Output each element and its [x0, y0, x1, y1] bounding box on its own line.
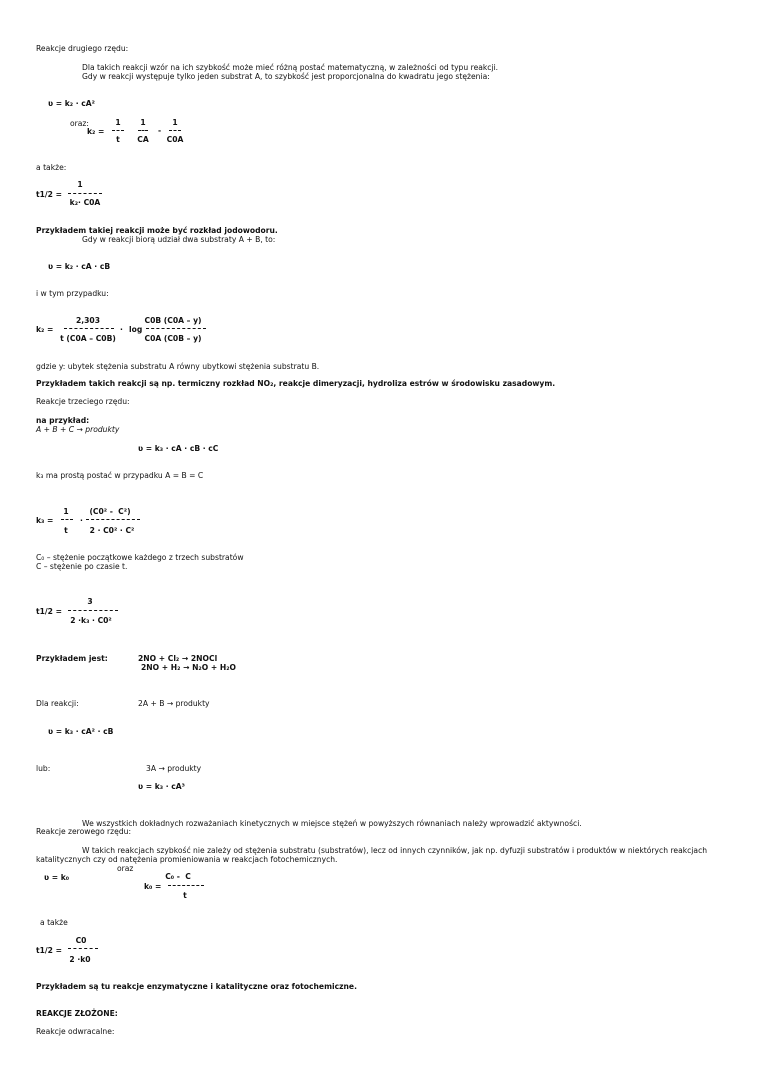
label-lub: lub:	[36, 764, 51, 773]
equation-lhs: t1/2 =	[36, 607, 62, 616]
fraction-numerator: (C0² - C²)	[89, 507, 131, 516]
fraction-numerator: 1	[140, 118, 146, 127]
fraction-denominator: C0A (C0B – y)	[144, 334, 202, 343]
reaction-equation: 2NO + H₂ → N₂O + H₂O	[141, 663, 236, 672]
equation-lhs: t1/2 =	[36, 946, 62, 955]
example-label: Przykładem jest:	[36, 654, 108, 663]
fraction-numerator: 1	[63, 507, 69, 516]
fraction-denominator: 2 ·k0	[69, 955, 91, 964]
paragraph-line: Gdy w reakcji występuje tylko jeden substrat A, to szybkość jest proporcjonalna do kwadratu jego stężenia:	[82, 72, 490, 81]
paragraph-line: k₃ ma prostą postać w przypadku A = B = C	[36, 471, 204, 480]
section-heading-third-order: Reakcje trzeciego rzędu:	[36, 397, 130, 406]
label-na-przyklad: na przykład:	[36, 416, 90, 425]
fraction-numerator: 3	[87, 597, 93, 606]
equation-lhs: k₂ =	[36, 325, 54, 334]
section-heading-second-order: Reakcje drugiego rzędu:	[36, 44, 129, 53]
rate-equation: ʋ = k₂ · cA²	[48, 99, 95, 108]
paragraph-line: katalitycznych czy od natężenia promieniowania w reakcjach fotochemicznych.	[36, 855, 338, 864]
label-dla-reakcji: Dla reakcji:	[36, 699, 79, 708]
fraction-denominator: 2 · C0² · C²	[89, 526, 135, 535]
equation-lhs: k₂ =	[87, 127, 105, 136]
equation-lhs: t1/2 =	[36, 190, 62, 199]
paragraph-line: Dla takich reakcji wzór na ich szybkość może mieć różną postać matematyczną, w zależności od typu reakcji.	[82, 63, 499, 72]
equation-lhs: k₀ =	[144, 882, 162, 891]
paragraph-line: i w tym przypadku:	[36, 289, 109, 298]
multiply-sign: ·	[80, 516, 83, 525]
fraction-denominator: t (C0A – C0B)	[60, 334, 116, 343]
fraction-bar	[138, 130, 148, 131]
fraction-numerator: 1	[172, 118, 178, 127]
rate-equation: ʋ = k₃ · cA² · cB	[48, 727, 114, 736]
fraction-bar	[68, 610, 118, 611]
section-heading-reversible: Reakcje odwracalne:	[36, 1027, 115, 1036]
fraction-bar	[64, 328, 114, 329]
fraction-denominator: C0A	[166, 135, 184, 144]
fraction-numerator: 1	[115, 118, 121, 127]
label-oraz: oraz	[117, 864, 134, 873]
paragraph-line: We wszystkich dokładnych rozważaniach kinetycznych w miejsce stężeń w powyższych równaniach należy wprowadzić aktywności.	[82, 819, 582, 828]
reaction-equation: 2NO + Cl₂ → 2NOCl	[138, 654, 218, 663]
rate-equation: ʋ = k₂ · cA · cB	[48, 262, 111, 271]
fraction-bar	[168, 885, 204, 886]
label-oraz: oraz:	[70, 119, 89, 128]
minus-sign: -	[158, 126, 162, 135]
paragraph-line: Gdy w reakcji biorą udział dwa substraty A + B, to:	[82, 235, 276, 244]
multiply-sign: ·	[120, 325, 123, 334]
fraction-denominator: k₂· C0A	[69, 198, 101, 207]
fraction-bar	[61, 519, 73, 520]
section-heading-zero-order: Reakcje zerowego rzędu:	[36, 827, 132, 836]
definition-line: C₀ – stężenie początkowe każdego z trzech substratów	[36, 553, 244, 562]
fraction-bar	[146, 328, 206, 329]
definition-line: C – stężenie po czasie t.	[36, 562, 128, 571]
fraction-denominator: t	[64, 526, 68, 535]
log-operator: log	[129, 325, 143, 334]
example-line: Przykładem takiej reakcji może być rozkład jodowodoru.	[36, 226, 278, 235]
fraction-bar	[112, 130, 124, 131]
equation-lhs: k₃ =	[36, 516, 54, 525]
fraction-denominator: 2 ·k₃ · C0²	[70, 616, 112, 625]
fraction-numerator: 1	[77, 180, 83, 189]
fraction-numerator: C₀ - C	[165, 872, 191, 881]
label-a-takze: a także	[40, 918, 68, 927]
label-a-takze: a także:	[36, 163, 67, 172]
fraction-bar	[169, 130, 181, 131]
paragraph-line: gdzie y: ubytek stężenia substratu A równy ubytkowi stężenia substratu B.	[36, 362, 320, 371]
fraction-numerator: C0	[75, 936, 87, 945]
reaction-scheme: A + B + C → produkty	[36, 425, 120, 434]
fraction-bar	[86, 519, 140, 520]
fraction-numerator: 2,303	[75, 316, 101, 325]
example-line: Przykładem są tu reakcje enzymatyczne i katalityczne oraz fotochemiczne.	[36, 982, 357, 991]
section-heading-complex: REAKCJE ZŁOŻONE:	[36, 1009, 118, 1018]
fraction-denominator: t	[116, 135, 120, 144]
rate-equation: ʋ = k₀	[44, 873, 70, 882]
fraction-bar	[68, 193, 102, 194]
rate-equation: ʋ = k₃ · cA³	[138, 782, 185, 791]
reaction-scheme: 2A + B → produkty	[138, 699, 210, 708]
example-line: Przykładem takich reakcji są np. termiczny rozkład NO₂, reakcje dimeryzacji, hydroliza estrów w środowisku zasadowym.	[36, 379, 556, 388]
fraction-bar	[68, 948, 98, 949]
paragraph-line: W takich reakcjach szybkość nie zależy od stężenia substratu (substratów), lecz od innych czynników, jak np. dyfuzji substratów i produktów w niektórych reakcjach	[82, 846, 708, 855]
fraction-denominator: CA	[137, 135, 149, 144]
fraction-numerator: C0B (C0A – y)	[144, 316, 202, 325]
fraction-denominator: t	[183, 891, 187, 900]
reaction-scheme: 3A → produkty	[146, 764, 202, 773]
rate-equation: ʋ = k₃ · cA · cB · cC	[138, 444, 219, 453]
